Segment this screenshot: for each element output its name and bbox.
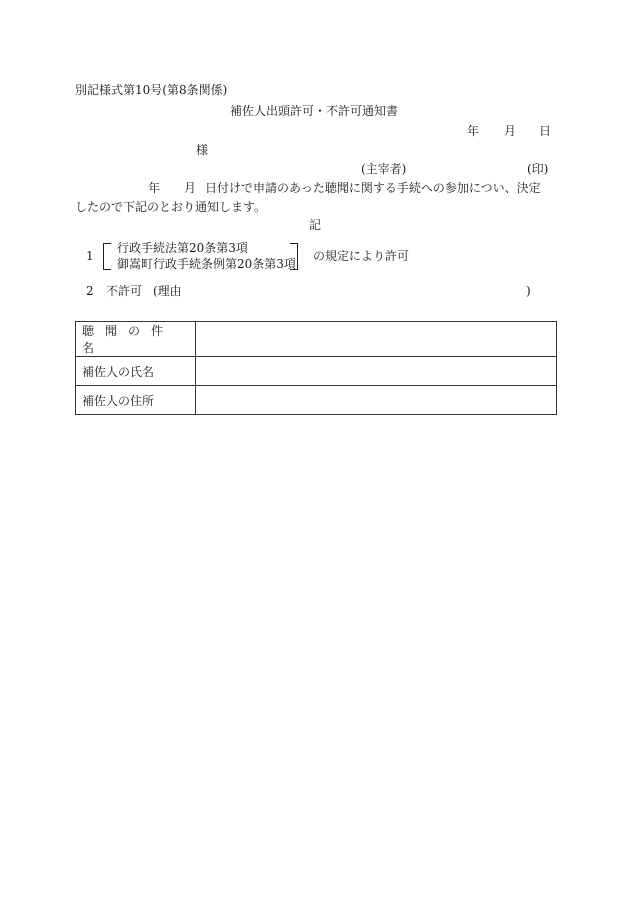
- item1-suffix: の規定により許可: [313, 249, 410, 263]
- date-day-label: 日: [539, 124, 552, 138]
- table-row: [76, 357, 557, 386]
- item1-number: 1: [86, 249, 94, 263]
- body-text-line2: したので下記のとおり通知します。: [75, 200, 267, 214]
- right-bracket: [290, 243, 298, 270]
- body-date-month: 月: [184, 181, 197, 195]
- assistant-address-label: 補佐人の住所: [76, 386, 196, 415]
- body-text-line1: 日付けで申請のあった聴聞に関する手続への参加につい、決定: [205, 181, 541, 195]
- form-reference: 別記様式第10号(第8条関係): [75, 83, 228, 97]
- assistant-name-label: 補佐人の氏名: [76, 357, 196, 386]
- document-title: 補佐人出頭許可・不許可通知書: [230, 104, 399, 118]
- hearing-case-field[interactable]: [196, 322, 557, 357]
- left-bracket: [103, 243, 111, 270]
- body-date-year: 年: [148, 181, 161, 195]
- item2-number: 2: [86, 284, 94, 298]
- assistant-address-field[interactable]: [196, 386, 557, 415]
- seal-mark: (印): [527, 162, 549, 176]
- reason-open: (理由: [153, 284, 182, 298]
- date-year-label: 年: [467, 124, 480, 138]
- law-name-1: 行政手続法第20条第3項: [117, 241, 248, 255]
- ki-label: 記: [309, 218, 322, 232]
- sender-role: (主宰者): [361, 162, 407, 176]
- reason-close: ): [526, 284, 531, 298]
- table-row: [76, 386, 557, 415]
- assistant-name-field[interactable]: [196, 357, 557, 386]
- addressee-honorific: 様: [196, 143, 209, 157]
- item2-label: 不許可: [106, 284, 143, 298]
- hearing-case-label: 聴聞の件名: [76, 322, 196, 357]
- info-table: [75, 321, 557, 415]
- table-row: [76, 322, 557, 357]
- law-name-2: 御嵩町行政手続条例第20条第3項: [117, 257, 296, 271]
- date-month-label: 月: [504, 124, 517, 138]
